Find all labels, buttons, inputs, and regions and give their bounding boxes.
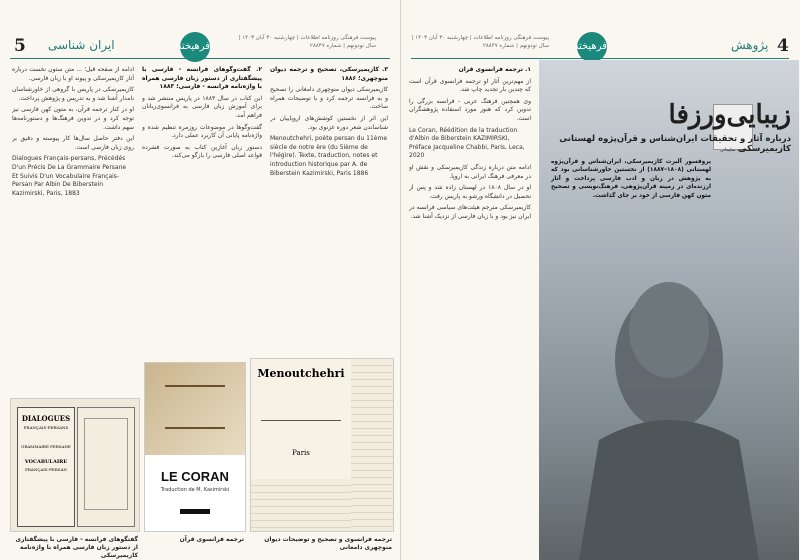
header-rule <box>411 58 789 59</box>
issue-info: پیوست فرهنگی روزنامه اطلاعات | چهارشنبه ۳۰ آبان ۱۴۰۳ | سال نودونهم | شماره ۲۸۸۴۷ <box>411 35 549 49</box>
cover-title: LE CORAN <box>161 469 229 484</box>
bibliography-entry: Menoutchehri, poète persan du 11ème siècle de notre ère (du 5ième de l'hégire). Texte, traduction, notes et introduction historique par A. de Biberstein Kazimirski, Paris 1886 <box>270 135 388 177</box>
col-paragraph: ادامه از صفحه قبل؛ ... متن ستون نخست درباره آثار کازیمیرسکی و پیوند او با زبان فارسی. <box>12 66 134 82</box>
image-caption: گفتگوهای فرانسه - فارسی با پیشگفتاری از دستور زبان فارسی همراه با واژه‌نامه کازیمیرسکی <box>15 536 138 559</box>
cover-vocab-sub: FRANÇAIS-PERSAN <box>25 467 67 472</box>
author-caption: مجید سلیمانی <box>719 148 747 153</box>
cover-place: Paris <box>292 449 310 457</box>
cover-label-bar <box>180 509 210 514</box>
cover-title: DIALOGUES <box>21 414 71 423</box>
title-page <box>251 359 351 479</box>
issue-info: پیوست فرهنگی روزنامه اطلاعات | چهارشنبه ۳۰ آبان ۱۴۰۳ | سال نودونهم | شماره ۲۸۸۴۷ <box>238 35 376 49</box>
text-page-right <box>351 359 393 531</box>
feature-lead: پروفسور آلبرت کازیمیرسکی، ایران‌شناس و قرآن‌پژوه لهستانی (۱۸۰۸–۱۸۸۷) از نخستین خاورشناسانی بود که به پژوهش در زبان و ادب فارسی پرداخت و آثار ارزنده‌ای در زمینه قرآن‌پژوهی، فرهنگ‌نویسی و تصحیح متون کهن فارسی از خود بر جای گذاشت. <box>551 159 711 199</box>
col-heading: ۲. گفت‌وگوهای فرانسه - فارسی با پیشگفتاری از دستور زبان فارسی همراه با واژه‌نامه فرانسه - فارسی؛ ۱۸۸۳ <box>142 66 262 91</box>
col-paragraph: او در کنار ترجمه قرآن، به متون کهن فارسی نیز توجه کرد و در تدوین فرهنگ‌ها و دستورنامه‌ها سهم داشت. <box>12 106 134 131</box>
cover-page-left <box>17 407 75 527</box>
feature-title: زیبایی‌ورزفا <box>668 100 791 130</box>
image-caption: ترجمه فرانسوی و تصحیح و توضیحات دیوان منوچهری دامغانی <box>264 536 392 551</box>
section-label: پژوهش <box>731 38 769 52</box>
cover-lower <box>145 455 245 531</box>
col-paragraph: وی همچنین فرهنگ عربی - فرانسه بزرگی را تدوین کرد که هنوز مورد استفاده پژوهشگران است. <box>409 97 531 122</box>
page-number: 4 <box>777 36 789 56</box>
text-page-bottom <box>251 479 351 531</box>
right-page <box>401 0 800 560</box>
bibliography-entry: Le Coran, Réédition de la traduction d'Albin de Biberstein KAZIMIRSKI, Préface Jacqueline Chabbi, Paris, Leca, 2020 <box>409 126 525 160</box>
left-col-1 <box>12 66 134 386</box>
col-paragraph: از مهم‌ترین آثار او ترجمه فرانسوی قرآن است که چندین بار تجدید چاپ شد. <box>409 77 531 94</box>
left-page-header <box>0 30 400 66</box>
col-paragraph: کازیمیرسکی دیوان منوچهری دامغانی را تصحیح و به فرانسه ترجمه کرد و با توضیحات همراه ساخت. <box>270 86 388 111</box>
cover-subtitle: Traduction de M. Kasimirski <box>160 487 230 493</box>
col-paragraph: او در سال ۱۸۰۸ در لهستان زاده شد و پس از تحصیل در دانشگاه ورشو به پاریس رفت. <box>409 184 531 200</box>
header-rule <box>10 58 390 59</box>
cover-title: Menoutchehri <box>257 367 345 380</box>
page-number: 5 <box>14 36 26 56</box>
left-col-2 <box>142 66 262 336</box>
col-paragraph: این اثر از نخستین کوشش‌های اروپاییان در شناساندن شعر دوره غزنوی بود. <box>270 114 388 131</box>
right-col-2 <box>409 66 531 526</box>
cover-page-right <box>77 407 135 527</box>
feature-subtitle: درباره آثار و تحقیقات ایران‌شناس و قرآن‌پژوه لهستانی کازیمیرسکی <box>559 134 791 154</box>
manuscript-image <box>145 363 245 455</box>
col-paragraph: دستور زبان آغازین کتاب به صورت فشرده قواعد اصلی فارسی را بازگو می‌کند. <box>142 143 262 160</box>
cover-mid: GRAMMAIRE PERSANE <box>21 444 71 449</box>
col-heading: ۱. ترجمه فرانسوی قرآن <box>458 66 531 73</box>
col-paragraph: ادامه متن درباره زندگی کازیمیرسکی و نقش او در معرفی فرهنگ ایرانی به اروپا. <box>409 163 531 180</box>
col-heading: ۳. کازیمیرسکی، تصحیح و ترجمه دیوان منوچهری؛ ۱۸۸۶ <box>270 66 388 82</box>
col-paragraph: کازیمیرسکی مترجم هیئت‌های سیاسی فرانسه در ایران نیز بود و با زبان فارسی از نزدیک آشنا شد. <box>409 204 531 220</box>
book-cover-coran <box>144 362 246 532</box>
cover-subtitle: FRANÇAIS-PERSANS <box>23 425 69 430</box>
image-caption: ترجمه فرانسوی قرآن <box>179 536 244 543</box>
cover-vocab: VOCABULAIRE <box>24 459 68 465</box>
cover-frame <box>84 418 128 510</box>
col-paragraph: کازیمیرسکی در پاریس با گروهی از خاورشناسان نامدار آشنا شد و به تدریس و پژوهش پرداخت. <box>12 86 134 102</box>
book-cover-menoutchehri <box>250 358 394 532</box>
section-label: ایران شناسی <box>48 38 115 52</box>
col-paragraph: این کتاب در سال ۱۸۸۳ در پاریس منتشر شد و برای آموزش زبان فارسی به فرانسوی‌زبانان فراهم آمد. <box>142 94 262 119</box>
col-paragraph: گفت‌وگوها در موضوعات روزمره تنظیم شده و واژه‌نامه پایانی آن کاربرد عملی دارد. <box>142 123 262 140</box>
left-col-3 <box>270 66 388 336</box>
cover-rule <box>261 420 341 421</box>
publication-logo: فرهیخته <box>577 32 607 62</box>
calligraphy-lines <box>165 385 225 429</box>
book-cover-dialogues <box>10 398 140 532</box>
bibliography-entry: Dialogues Français-persans, Précédés D'un Précis De La Grammaire Persane Et Suivis D'un Vocabulaire Français-Persan Par Albin De Biberstein Kazimirski, Paris, 1883 <box>12 155 127 197</box>
publication-logo: فرهیخته <box>180 32 210 62</box>
col-paragraph: این دفتر حاصل سال‌ها کار پیوسته و دقیق بر روی زبان فارسی است. <box>12 135 134 151</box>
